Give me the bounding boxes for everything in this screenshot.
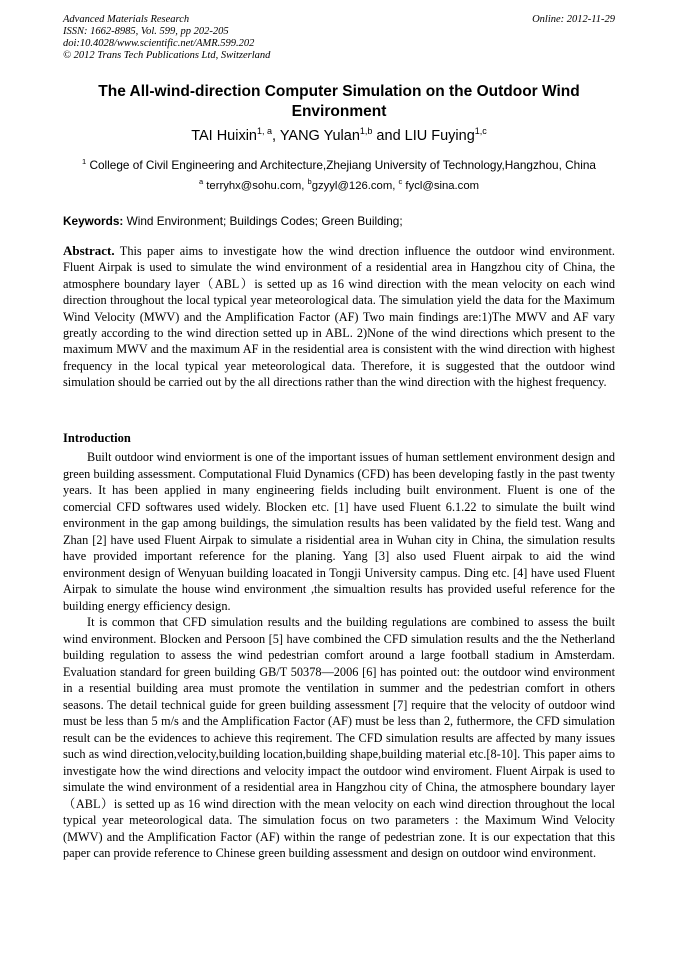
abstract — [63, 243, 615, 391]
keywords-text: Wind Environment; Buildings Codes; Green Building; — [123, 214, 403, 228]
introduction-paragraph: It is common that CFD simulation results and the building regulations are combined to assess the built wind environment. Blocken and Persoon [5] have combined the CFD simulation results and the the Netherland building regulation to assess the wind pedestrian comfort around a large football stadium in Amsterdam. Evaluation standard for green building GB/T 50378—2006 [6] has pointed out: the outdoor wind environment in a resential building area must promote the ventilation in summer and the pedestrian comfort in others seasons. The detail technical guide for green building assessment [7] require that the velocity of outdoor wind must be less than 5 m/s and the Amplification Factor (AF) must be less than 2, futhermore, the CFD simulation result can be the evidences to achieve this reqirement. The CFD simulation results are affected by many issues such as wind direction,velocity,building location,building shape,building material etc.[8-10]. This paper aims to investigate how the wind directions and velocity impact the outdoor wind enviroment. Fluent Airpak is used to simulate the wind environment of a residential area in Hangzhou city of China, the atmosphere boundary layer（ABL）is setted up as 16 wind direction with the mean velocity on each wind direction throughout the local typical year meteorological data. The simulation focus on two parameters : the Maximum Wind Velocity (MWV) and the Amplification Factor (AF) within the range of pedestrian zone. It is our expectation that this paper can provide reference to Chinese green building assessment and design on outdoor wind environment. — [63, 615, 615, 860]
keywords-label: Keywords: — [63, 214, 124, 228]
journal-copyright: © 2012 Trans Tech Publications Ltd, Switzerland — [63, 50, 271, 61]
journal-doi[interactable]: doi:10.4028/www.scientific.net/AMR.599.202 — [63, 38, 255, 49]
author-affil-mark: 1,c — [474, 126, 487, 136]
journal-name: Advanced Materials Research — [63, 14, 190, 25]
affiliation — [63, 157, 615, 173]
email-address[interactable]: gzyyl@126.com, — [311, 180, 399, 192]
affiliation-text: College of Civil Engineering and Architecture,Zhejiang University of Technology,Hangzhou, China — [86, 158, 596, 172]
author-name: YANG Yulan — [279, 128, 360, 144]
online-date: Online: 2012-11-29 — [532, 14, 615, 25]
author-separator: , — [272, 128, 280, 144]
author-name: LIU Fuying — [404, 128, 475, 144]
author-emails — [63, 178, 615, 194]
author-name: TAI Huixin — [191, 128, 257, 144]
author-affil-mark: 1, a — [257, 126, 273, 136]
email-mark: a — [198, 177, 204, 186]
email-address[interactable]: fycl@sina.com — [402, 180, 480, 192]
journal-header — [63, 14, 615, 62]
author-separator: and — [372, 128, 405, 144]
introduction-paragraph: Built outdoor wind enviorment is one of the important issues of human settlement environment design and green building assessment. Computational Fluid Dynamics (CFD) has been developing fastly in the past twenty years. It has been applied in many engineering fields including built environment. Fluent is one of the comercial CFD softwares used widely. Blocken etc. [1] have used Fluent 6.1.22 to simulate the built wind environment in the gap among buildings, the simulation results has been validated by the field test. Wang and Zhan [2] have used Fluent Airpak to simulate a risidential area in Wuhan city in China, the simulation results have provided important reference for the planing. Yang [3] also used Fluent airpak to aid the wind environment design of Wenyuan building loacated in Tongji University campus. Ding etc. [4] have used Fluent Airpak to simulate the house wind environment ,the simualtion results has provided useful reference for the building energy efficiency design. — [63, 450, 615, 613]
abstract-text: This paper aims to investigate how the wind drection influence the outdoor wind environment. Fluent Airpak is used to simulate the wind environment of a residential area in Hangzhou city of China, the atmosphere boundary layer（ABL）is setted up as 16 wind direction with the mean velocity on each wind direction throughout the local typical year meteorological data. The simulation yield the data for the Maximum Wind Velocity (MWV) and the Amplification Factor (AF) Two main findings are:1)The MWV and AF vary greatly according to the wind direction setted up in ABL. 2)None of the wind directions which present to the maximum MWV and the maximum AF in the residential area is consistent with the wind direction with highest frequency in the local typical year meteorological data. Therefore, it is suggested that the outdoor wind simulation should be carried out by the all directions rather than the wind direction with the highest frequency. — [63, 244, 615, 390]
author-affil-mark: 1,b — [359, 126, 373, 136]
author-list — [63, 126, 615, 146]
section-heading-introduction: Introduction — [63, 431, 131, 445]
affiliation-mark: 1 — [82, 157, 87, 166]
introduction-body — [63, 449, 615, 862]
journal-issn: ISSN: 1662-8985, Vol. 599, pp 202-205 — [63, 26, 229, 37]
email-address[interactable]: terryhx@sohu.com, — [203, 180, 308, 192]
abstract-label: Abstract. — [63, 243, 115, 258]
email-mark: b — [307, 177, 312, 186]
email-mark: c — [398, 177, 403, 186]
paper-title: The All-wind-direction Computer Simulation on the Outdoor Wind Environment — [98, 83, 580, 120]
keywords — [63, 213, 615, 229]
